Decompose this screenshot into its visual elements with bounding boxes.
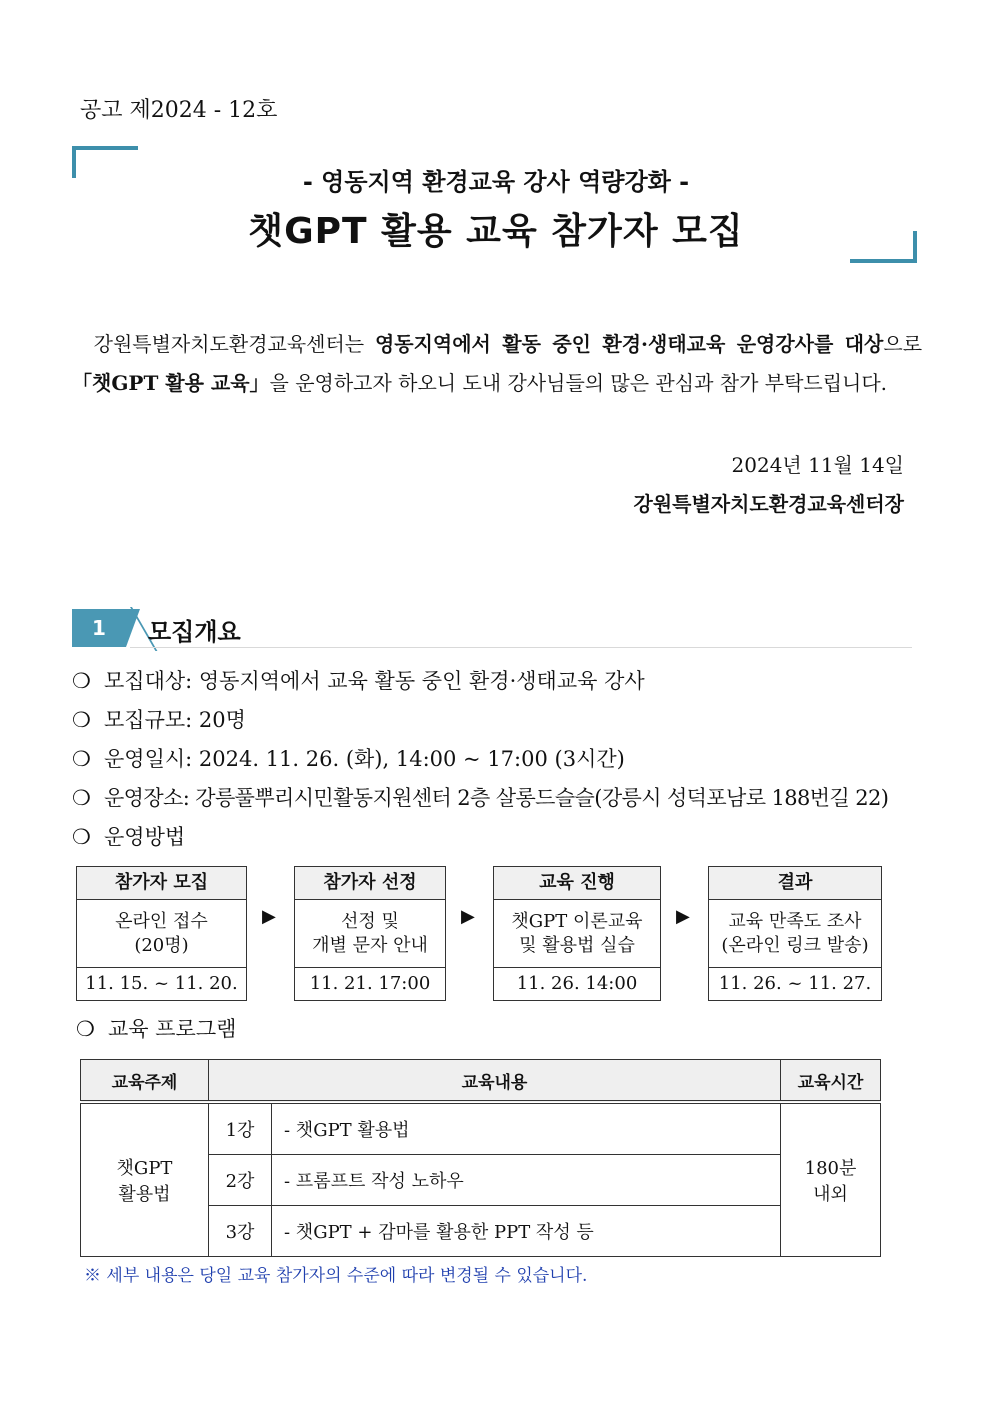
flow-step-body — [295, 900, 445, 968]
bullet-marker: ❍ — [72, 786, 91, 810]
program-topic-line1: 챗GPT — [116, 1158, 173, 1179]
program-header-content: 교육내용 — [209, 1060, 781, 1103]
bullet-text: 운영장소: 강릉풀뿌리시민활동지원센터 2층 살롱드슬슬(강릉시 성덕포남로 188번길 22) — [104, 786, 889, 810]
intro-paragraph — [72, 325, 922, 403]
intro-text-2: 으로 — [883, 332, 923, 356]
intro-bold-target: 영동지역에서 활동 중인 환경·생태교육 운영강사를 대상 — [374, 332, 884, 356]
flow-step-line1: 선정 및 — [341, 910, 399, 932]
intro-text-3: 을 운영하고자 하오니 도내 강사님들의 많은 관심과 참가 부탁드립니다. — [269, 371, 888, 395]
flow-step-line2: 및 활용법 실습 — [519, 934, 635, 956]
bullet-text: 운영일시: 2024. 11. 26. (화), 14:00 ~ 17:00 (3시간) — [104, 747, 625, 771]
program-table — [80, 1059, 881, 1257]
program-time-line1: 180분 — [804, 1158, 857, 1179]
flow-step-line1: 온라인 접수 — [115, 910, 208, 932]
flow-step-result — [708, 866, 882, 1001]
lesson-number: 1강 — [209, 1102, 272, 1155]
program-topic-line2: 활용법 — [118, 1184, 171, 1205]
program-header-time: 교육시간 — [781, 1060, 881, 1103]
flow-step-body — [709, 900, 881, 968]
section-badge-corner — [126, 609, 140, 647]
bullet-marker: ❍ — [72, 747, 91, 771]
flow-step-select — [294, 866, 446, 1001]
notice-date: 2024년 11월 14일 — [731, 453, 904, 477]
bullet-schedule — [72, 743, 625, 773]
flow-step-line2: (온라인 링크 발송) — [721, 934, 869, 956]
bullet-venue — [72, 782, 888, 812]
lesson-number: 3강 — [209, 1206, 272, 1257]
flow-step-line2: 개별 문자 안내 — [312, 934, 428, 956]
flow-step-date: 11. 15. ~ 11. 20. — [85, 973, 238, 994]
bullet-size — [72, 704, 246, 734]
flow-step-head: 결과 — [709, 867, 881, 900]
bullet-marker: ❍ — [72, 825, 91, 849]
flow-arrow-icon: ▶ — [461, 906, 475, 927]
bullet-marker: ❍ — [72, 708, 91, 732]
bullet-text: 모집규모: 20명 — [104, 708, 246, 732]
flow-step-date: 11. 26. ~ 11. 27. — [718, 973, 872, 994]
flow-step-line2: (20명) — [134, 934, 189, 956]
flow-step-line1: 챗GPT 이론교육 — [511, 910, 643, 932]
issuer: 강원특별자치도환경교육센터장 — [633, 492, 904, 516]
bullet-marker: ❍ — [72, 669, 91, 693]
title-bracket-top-left — [72, 146, 138, 150]
flow-step-recruit — [76, 866, 247, 1001]
flow-step-head: 참가자 모집 — [77, 867, 246, 900]
flow-step-body — [494, 900, 660, 968]
flow-step-body — [77, 900, 246, 968]
intro-text-1: 강원특별자치도환경교육센터는 — [93, 332, 375, 356]
lesson-number: 2강 — [209, 1155, 272, 1206]
bullet-program — [76, 1013, 236, 1043]
title-bracket-bottom-right — [850, 259, 917, 263]
flow-step-head: 교육 진행 — [494, 867, 660, 900]
lesson-content: - 프롬프트 작성 노하우 — [272, 1155, 781, 1206]
flow-arrow-icon: ▶ — [676, 906, 690, 927]
bullet-text: 운영방법 — [104, 825, 186, 849]
bullet-method — [72, 821, 185, 851]
table-row — [81, 1102, 881, 1155]
flow-step-date: 11. 26. 14:00 — [516, 973, 638, 994]
bullet-text: 모집대상: 영동지역에서 교육 활동 중인 환경·생태교육 강사 — [104, 669, 645, 693]
bullet-target — [72, 665, 645, 695]
flow-step-line1: 교육 만족도 조사 — [728, 910, 862, 932]
bullet-marker: ❍ — [76, 1017, 95, 1041]
intro-bold-program: 「챗GPT 활용 교육」 — [72, 371, 270, 395]
program-header-topic: 교육주제 — [81, 1060, 209, 1103]
bullet-text: 교육 프로그램 — [108, 1017, 237, 1041]
lesson-content: - 챗GPT + 감마를 활용한 PPT 작성 등 — [272, 1206, 781, 1257]
notice-number: 공고 제2024 - 12호 — [80, 98, 278, 123]
footnote: ※ 세부 내용은 당일 교육 참가자의 수준에 따라 변경될 수 있습니다. — [84, 1266, 588, 1286]
section-divider — [130, 647, 912, 648]
program-time-line2: 내외 — [813, 1184, 848, 1205]
section-title: 모집개요 — [148, 618, 241, 646]
lesson-content: - 챗GPT 활용법 — [272, 1102, 781, 1155]
page-title: 챗GPT 활용 교육 참가자 모집 — [248, 211, 744, 252]
flow-step-head: 참가자 선정 — [295, 867, 445, 900]
flow-step-education — [493, 866, 661, 1001]
flow-arrow-icon: ▶ — [262, 906, 276, 927]
subtitle: - 영동지역 환경교육 강사 역량강화 - — [302, 168, 690, 196]
program-topic-cell — [81, 1102, 209, 1257]
flow-step-date: 11. 21. 17:00 — [309, 973, 431, 994]
section-number-badge: 1 — [72, 609, 126, 647]
program-time-cell — [781, 1102, 881, 1257]
